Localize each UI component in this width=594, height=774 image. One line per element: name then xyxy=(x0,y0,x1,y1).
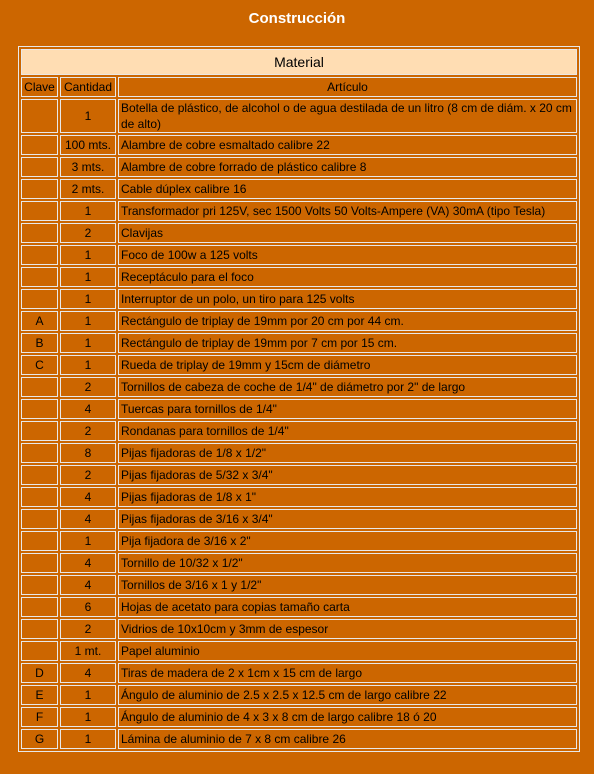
cell-articulo: Hojas de acetato para copias tamaño carta xyxy=(118,597,577,617)
cell-articulo: Pijas fijadoras de 3/16 x 3/4" xyxy=(118,509,577,529)
cell-cantidad: 4 xyxy=(60,487,116,507)
table-row xyxy=(21,509,577,529)
cell-clave xyxy=(21,465,58,485)
cell-cantidad: 4 xyxy=(60,399,116,419)
table-row xyxy=(21,355,577,375)
table-row xyxy=(21,619,577,639)
cell-articulo: Pija fijadora de 3/16 x 2" xyxy=(118,531,577,551)
cell-cantidad: 2 xyxy=(60,421,116,441)
cell-clave xyxy=(21,99,58,133)
cell-articulo: Rectángulo de triplay de 19mm por 7 cm por 15 cm. xyxy=(118,333,577,353)
cell-cantidad: 2 xyxy=(60,619,116,639)
cell-cantidad: 2 mts. xyxy=(60,179,116,199)
cell-clave xyxy=(21,223,58,243)
table-row xyxy=(21,311,577,331)
cell-articulo: Papel aluminio xyxy=(118,641,577,661)
cell-articulo: Tornillos de 3/16 x 1 y 1/2" xyxy=(118,575,577,595)
page-title: Construcción xyxy=(248,10,346,27)
table-row xyxy=(21,575,577,595)
cell-articulo: Lámina de aluminio de 7 x 8 cm calibre 26 xyxy=(118,729,577,749)
cell-articulo: Receptáculo para el foco xyxy=(118,267,577,287)
cell-clave xyxy=(21,421,58,441)
material-table xyxy=(18,46,580,752)
cell-articulo: Cable dúplex calibre 16 xyxy=(118,179,577,199)
table-row xyxy=(21,641,577,661)
table-row xyxy=(21,553,577,573)
cell-clave xyxy=(21,509,58,529)
table-row xyxy=(21,685,577,705)
cell-cantidad: 1 xyxy=(60,99,116,133)
table-row xyxy=(21,443,577,463)
table-row xyxy=(21,157,577,177)
cell-clave xyxy=(21,641,58,661)
cell-articulo: Tiras de madera de 2 x 1cm x 15 cm de largo xyxy=(118,663,577,683)
cell-articulo: Rueda de triplay de 19mm y 15cm de diámetro xyxy=(118,355,577,375)
cell-cantidad: 1 xyxy=(60,707,116,727)
cell-clave: C xyxy=(21,355,58,375)
cell-clave: B xyxy=(21,333,58,353)
cell-cantidad: 6 xyxy=(60,597,116,617)
table-row xyxy=(21,245,577,265)
cell-clave: F xyxy=(21,707,58,727)
cell-cantidad: 100 mts. xyxy=(60,135,116,155)
cell-articulo: Tornillo de 10/32 x 1/2" xyxy=(118,553,577,573)
cell-clave: E xyxy=(21,685,58,705)
table-row xyxy=(21,487,577,507)
cell-articulo: Tornillos de cabeza de coche de 1/4" de diámetro por 2" de largo xyxy=(118,377,577,397)
cell-clave xyxy=(21,487,58,507)
cell-clave xyxy=(21,245,58,265)
cell-cantidad: 2 xyxy=(60,465,116,485)
column-header-clave: Clave xyxy=(21,77,58,97)
cell-cantidad: 1 xyxy=(60,245,116,265)
column-header-cantidad: Cantidad xyxy=(60,77,116,97)
cell-clave xyxy=(21,553,58,573)
cell-clave xyxy=(21,201,58,221)
cell-clave xyxy=(21,399,58,419)
cell-articulo: Alambre de cobre esmaltado calibre 22 xyxy=(118,135,577,155)
cell-cantidad: 1 xyxy=(60,201,116,221)
cell-cantidad: 1 xyxy=(60,311,116,331)
cell-clave xyxy=(21,597,58,617)
cell-articulo: Rectángulo de triplay de 19mm por 20 cm por 44 cm. xyxy=(118,311,577,331)
table-row xyxy=(21,333,577,353)
cell-articulo: Ángulo de aluminio de 4 x 3 x 8 cm de largo calibre 18 ó 20 xyxy=(118,707,577,727)
cell-articulo: Clavijas xyxy=(118,223,577,243)
table-row xyxy=(21,663,577,683)
table-row xyxy=(21,179,577,199)
cell-articulo: Botella de plástico, de alcohol o de agua destilada de un litro (8 cm de diám. x 20 cm de alto) xyxy=(118,99,577,133)
cell-clave xyxy=(21,179,58,199)
table-row xyxy=(21,421,577,441)
cell-clave xyxy=(21,377,58,397)
table-body xyxy=(21,99,577,749)
cell-articulo: Pijas fijadoras de 5/32 x 3/4" xyxy=(118,465,577,485)
table-row xyxy=(21,223,577,243)
cell-cantidad: 4 xyxy=(60,575,116,595)
cell-articulo: Transformador pri 125V, sec 1500 Volts 50 Volts-Ampere (VA) 30mA (tipo Tesla) xyxy=(118,201,577,221)
cell-clave xyxy=(21,443,58,463)
cell-clave xyxy=(21,135,58,155)
cell-cantidad: 1 xyxy=(60,531,116,551)
cell-articulo: Pijas fijadoras de 1/8 x 1/2" xyxy=(118,443,577,463)
cell-cantidad: 1 xyxy=(60,267,116,287)
cell-cantidad: 2 xyxy=(60,377,116,397)
cell-clave xyxy=(21,619,58,639)
table-row xyxy=(21,201,577,221)
cell-clave: G xyxy=(21,729,58,749)
cell-articulo: Tuercas para tornillos de 1/4" xyxy=(118,399,577,419)
cell-clave: D xyxy=(21,663,58,683)
cell-articulo: Rondanas para tornillos de 1/4" xyxy=(118,421,577,441)
cell-cantidad: 3 mts. xyxy=(60,157,116,177)
cell-clave xyxy=(21,267,58,287)
cell-clave xyxy=(21,575,58,595)
table-row xyxy=(21,399,577,419)
cell-articulo: Pijas fijadoras de 1/8 x 1" xyxy=(118,487,577,507)
cell-articulo: Alambre de cobre forrado de plástico calibre 8 xyxy=(118,157,577,177)
cell-cantidad: 4 xyxy=(60,509,116,529)
cell-clave xyxy=(21,289,58,309)
table-row xyxy=(21,135,577,155)
table-row xyxy=(21,531,577,551)
cell-cantidad: 1 xyxy=(60,685,116,705)
cell-cantidad: 1 xyxy=(60,355,116,375)
column-header-articulo: Artículo xyxy=(118,77,577,97)
cell-articulo: Interruptor de un polo, un tiro para 125 volts xyxy=(118,289,577,309)
cell-cantidad: 4 xyxy=(60,553,116,573)
table-row xyxy=(21,707,577,727)
cell-articulo: Foco de 100w a 125 volts xyxy=(118,245,577,265)
cell-clave xyxy=(21,531,58,551)
cell-cantidad: 2 xyxy=(60,223,116,243)
table-row xyxy=(21,99,577,133)
cell-cantidad: 4 xyxy=(60,663,116,683)
cell-clave: A xyxy=(21,311,58,331)
cell-articulo: Vidrios de 10x10cm y 3mm de espesor xyxy=(118,619,577,639)
cell-cantidad: 8 xyxy=(60,443,116,463)
cell-clave xyxy=(21,157,58,177)
table-row xyxy=(21,289,577,309)
table-row xyxy=(21,267,577,287)
cell-cantidad: 1 xyxy=(60,729,116,749)
table-row xyxy=(21,729,577,749)
cell-cantidad: 1 xyxy=(60,289,116,309)
cell-cantidad: 1 xyxy=(60,333,116,353)
table-row xyxy=(21,597,577,617)
table-row xyxy=(21,377,577,397)
table-row xyxy=(21,465,577,485)
cell-cantidad: 1 mt. xyxy=(60,641,116,661)
cell-articulo: Ángulo de aluminio de 2.5 x 2.5 x 12.5 cm de largo calibre 22 xyxy=(118,685,577,705)
table-title: Material xyxy=(21,49,577,75)
